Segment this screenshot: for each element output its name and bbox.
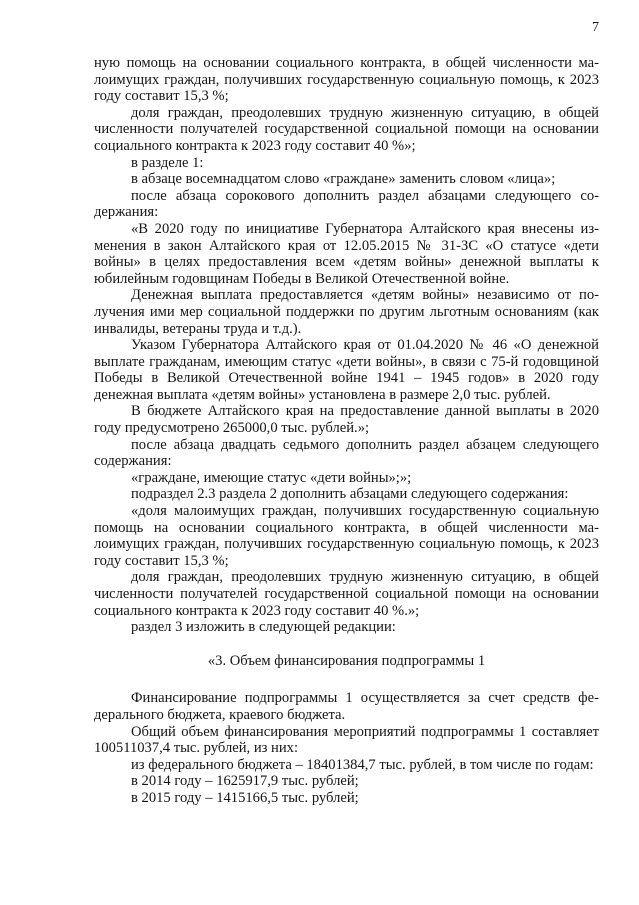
paragraph: В бюджете Алтайского края на предоставление данной выплаты в 2020 году предусмотрено 265000,0 тыс. рублей.»; [94, 403, 599, 437]
paragraph: в 2014 году – 1625917,9 тыс. рублей; [131, 773, 359, 790]
paragraph-continuation: ную помощь на основании социального контракта, в общей численности малоимущих граждан, получивших государственную социальную помощь, к 2023 году составит 15,3 %; [94, 55, 599, 105]
paragraph: подраздел 2.3 раздела 2 дополнить абзацами следующего содержания: [131, 486, 569, 503]
paragraph: доля граждан, преодолевших трудную жизненную ситуацию, в общей численности получателей государственной социальной помощи на основании социального контракта к 2023 году составит 40 %»; [94, 104, 599, 154]
section-heading: «3. Объем финансирования подпрограммы 1 [207, 652, 486, 669]
paragraph: после абзаца двадцать седьмого дополнить раздел абзацем следующего содержания: [94, 436, 599, 470]
paragraph: из федерального бюджета – 18401384,7 тыс. рублей, в том числе по годам: [131, 756, 594, 773]
paragraph: в разделе 1: [131, 154, 204, 171]
paragraph: в абзаце восемнадцатом слово «граждане» заменить словом «лица»; [131, 171, 556, 188]
paragraph: в 2015 году – 1415166,5 тыс. рублей; [131, 789, 359, 806]
paragraph: Денежная выплата предоставляется «детям войны» независимо от получения ими мер социальной поддержки по другим льготным основаниям (как инвалиды, ветераны труда и т.д.). [94, 287, 599, 337]
paragraph: раздел 3 изложить в следующей редакции: [131, 619, 396, 636]
paragraph: доля граждан, преодолевших трудную жизненную ситуацию, в общей численности получателей государственной социальной помощи на основании социального контракта к 2023 году составит 40 %.»; [94, 569, 599, 619]
paragraph: «граждане, имеющие статус «дети войны»;»; [131, 469, 412, 486]
paragraph: после абзаца сорокового дополнить раздел абзацами следующего содержания: [94, 187, 599, 221]
paragraph: Указом Губернатора Алтайского края от 01.04.2020 № 46 «О денежной выплате гражданам, имеющим статус «дети войны», в связи с 75-й годовщиной Победы в Великой Отечественной войне 1941 – 1945 годов» в 2020 году денежная выплата «детям войны» установлена в размере 2,0 тыс. рублей. [94, 337, 599, 403]
paragraph: Финансирование подпрограммы 1 осуществляется за счет средств федерального бюджета, краевого бюджета. [94, 690, 599, 723]
document-body [94, 55, 599, 807]
paragraph: «В 2020 году по инициативе Губернатора Алтайского края внесены изменения в закон Алтайского края от 12.05.2015 № 31-ЗС «О статусе «дети войны» в целях предоставления всем «детям войны» денежной выплаты к юбилейным годовщинам Победы в Великой Отечественной войне. [94, 220, 599, 287]
paragraph: «доля малоимущих граждан, получивших государственную социальную помощь на основании социального контракта, в общей численности малоимущих граждан, получивших государственную социальную помощь, к 2023 году составит 15,3 %; [94, 503, 599, 569]
paragraph: Общий объем финансирования мероприятий подпрограммы 1 составляет 100511037,4 тыс. рублей, из них: [94, 723, 599, 757]
page-number: 7 [592, 20, 599, 35]
